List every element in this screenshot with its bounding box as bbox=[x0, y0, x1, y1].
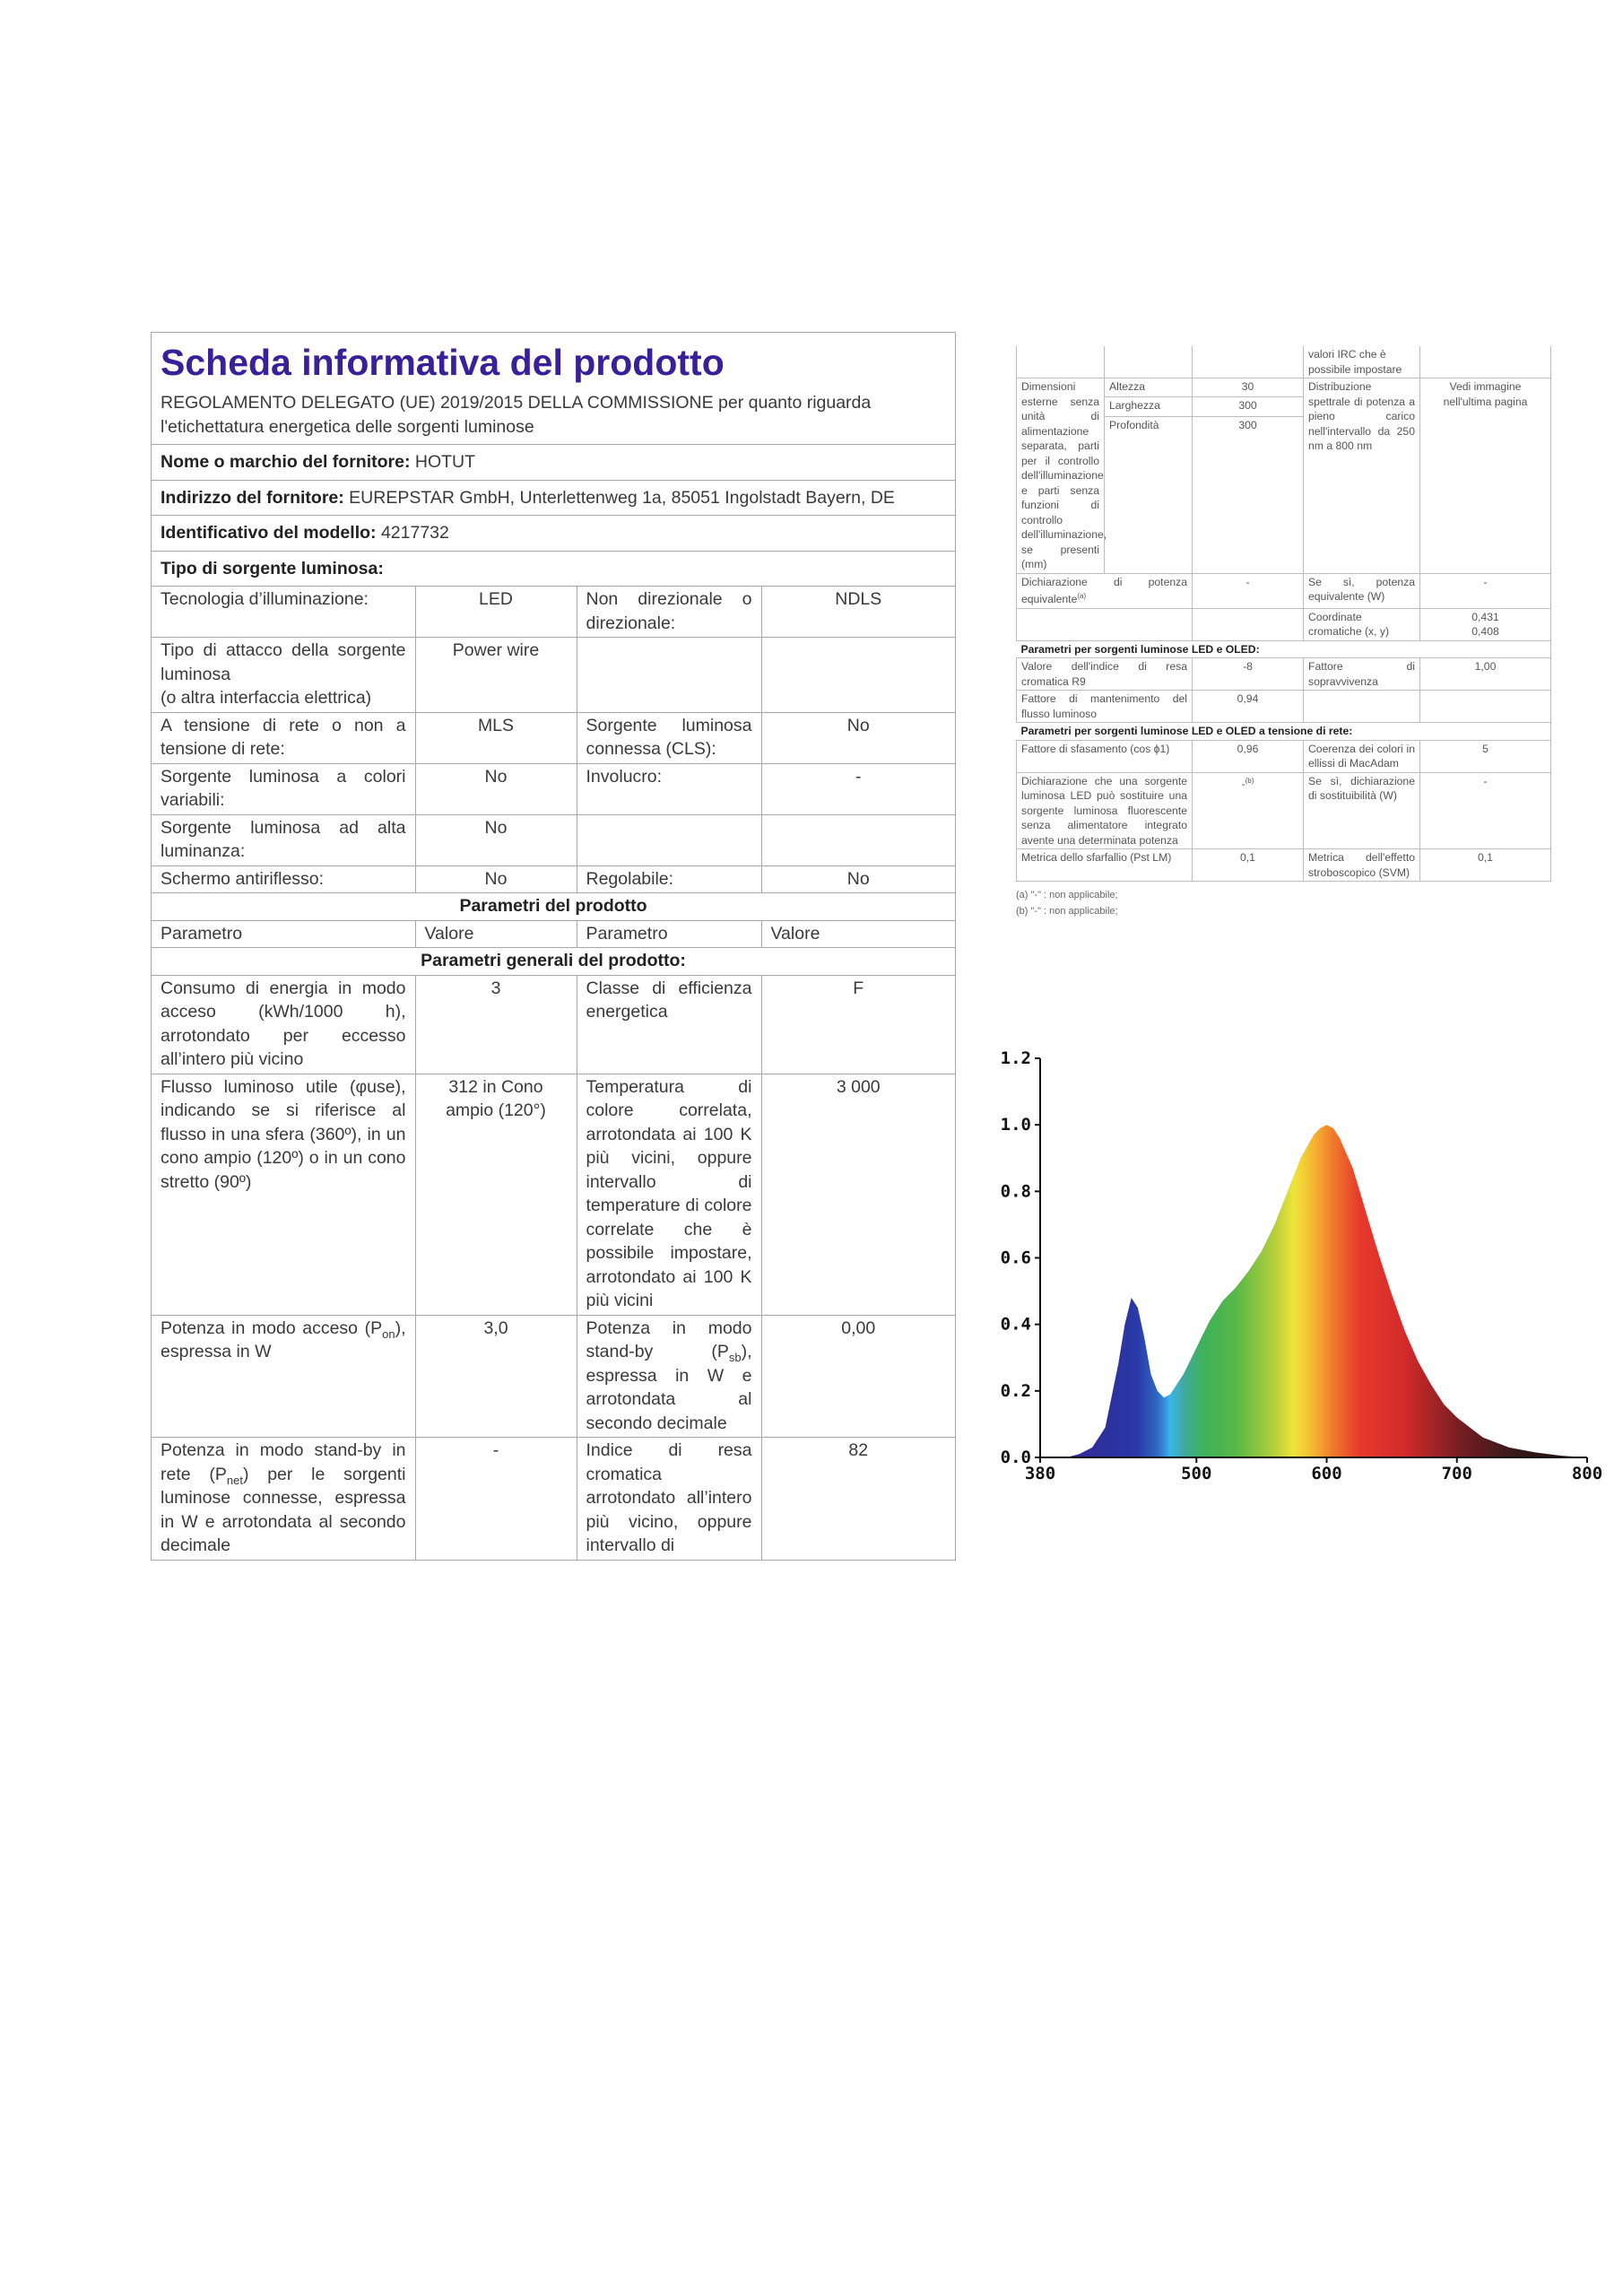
width-label: Larghezza bbox=[1105, 397, 1193, 416]
pon-sub: on bbox=[382, 1326, 395, 1341]
x-tick-label: 700 bbox=[1441, 1464, 1472, 1483]
cri-continuation: valori IRC che è possibile impostare bbox=[1304, 346, 1420, 378]
psb-label-a: Potenza in modo stand-by (P bbox=[586, 1318, 752, 1361]
source-type-heading: Tipo di sorgente luminosa: bbox=[152, 552, 955, 587]
continuation-table bbox=[1016, 346, 1550, 919]
product-info-sheet bbox=[151, 332, 956, 1561]
replacement-sup: (b) bbox=[1245, 776, 1254, 785]
supplier-address-row bbox=[152, 481, 955, 517]
col-param-header: Parametro bbox=[577, 920, 761, 948]
source-type-table bbox=[152, 587, 955, 1560]
continuation-grid bbox=[1016, 346, 1551, 882]
y-tick-label: 0.2 bbox=[1000, 1380, 1031, 1401]
mains-value: MLS bbox=[415, 712, 577, 763]
nondir-label: Non direzionale o direzionale: bbox=[577, 587, 761, 638]
depth-value: 300 bbox=[1193, 416, 1304, 573]
flux-label: Flusso luminoso utile (φuse), indicando se si riferisce al flusso in una sfera (360º), in un cono ampio (120º) o in un cono stretto (90º) bbox=[152, 1074, 415, 1315]
equiv-sup: (a) bbox=[1077, 592, 1087, 600]
dimmable-value: No bbox=[761, 865, 955, 893]
power-factor-value: 0,96 bbox=[1193, 740, 1304, 772]
cri-value: 82 bbox=[761, 1438, 955, 1560]
cls-label: Sorgente luminosa connessa (CLS): bbox=[577, 712, 761, 763]
tech-label: Tecnologia d’illuminazione: bbox=[152, 587, 415, 638]
empty-cell bbox=[577, 814, 761, 865]
regulation-text: REGOLAMENTO DELEGATO (UE) 2019/2015 DELLA COMMISSIONE per quanto riguarda l'etichettatura energetica delle sorgenti luminose bbox=[152, 389, 955, 445]
table-row bbox=[1017, 346, 1551, 378]
cap-label bbox=[152, 638, 415, 713]
high-luminance-value: No bbox=[415, 814, 577, 865]
empty-cell bbox=[1017, 608, 1193, 640]
x-tick-label: 800 bbox=[1571, 1464, 1603, 1483]
cls-value: No bbox=[761, 712, 955, 763]
dimensions-label: Dimensioni esterne senza unità di alimentazione separata, parti per il controllo dell'illuminazione e parti senza funzioni di controllo dell'illuminazione, se presenti (mm) bbox=[1017, 378, 1105, 574]
x-tick-label: 600 bbox=[1311, 1464, 1342, 1483]
cct-label: Temperatura di colore correlata, arrotondata ai 100 K più vicini, oppure intervallo di temperature di colore correlate che è possibile impostare, arrotondato ai 100 K più vicini bbox=[577, 1074, 761, 1315]
led-params-header: Parametri per sorgenti luminose LED e OLED: bbox=[1017, 640, 1551, 658]
psb-sub: sb bbox=[728, 1350, 742, 1364]
empty-cell bbox=[577, 638, 761, 713]
cri-label: Indice di resa cromatica arrotondato all’intero più vicino, oppure intervallo di bbox=[577, 1438, 761, 1560]
flicker-label: Metrica dello sfarfallio (Pst LM) bbox=[1017, 849, 1193, 882]
table-row bbox=[152, 893, 955, 921]
table-row bbox=[152, 712, 955, 763]
flicker-value: 0,1 bbox=[1193, 849, 1304, 882]
table-row bbox=[1017, 658, 1551, 691]
pon-label-a: Potenza in modo acceso (P bbox=[161, 1318, 383, 1338]
height-label: Altezza bbox=[1105, 378, 1193, 397]
supplier-name-label: Nome o marchio del fornitore: bbox=[161, 452, 411, 472]
model-row bbox=[152, 516, 955, 552]
width-value: 300 bbox=[1193, 397, 1304, 416]
replacement-w-value: - bbox=[1420, 772, 1551, 849]
cct-value: 3 000 bbox=[761, 1074, 955, 1315]
energy-class-value: F bbox=[761, 975, 955, 1074]
spd-value: Vedi immagine nell'ultima pagina bbox=[1420, 378, 1551, 574]
x-tick-label: 500 bbox=[1181, 1464, 1212, 1483]
sheet-title: Scheda informativa del prodotto bbox=[161, 342, 725, 383]
color-label: Sorgente luminosa a colori variabili: bbox=[152, 763, 415, 814]
y-tick-label: 0.8 bbox=[1000, 1181, 1031, 1202]
power-factor-label: Fattore di sfasamento (cos ϕ1) bbox=[1017, 740, 1193, 772]
flux-value: 312 in Cono ampio (120°) bbox=[415, 1074, 577, 1315]
pnet-label-b: ) per le sorgenti luminose connesse, espressa in W e arrotondata al secondo decimale bbox=[161, 1464, 406, 1555]
table-row bbox=[152, 975, 955, 1074]
table-row bbox=[1017, 608, 1551, 640]
chroma-label: Coordinate cromatiche (x, y) bbox=[1304, 608, 1420, 640]
col-value-header: Valore bbox=[415, 920, 577, 948]
psb-value: 0,00 bbox=[761, 1315, 955, 1438]
replacement-label: Dichiarazione che una sorgente luminosa LED può sostituire una sorgente luminosa fluorescente senza alimentatore integrato avente una determinata potenza bbox=[1017, 772, 1193, 849]
stroboscopic-label: Metrica dell'effetto stroboscopico (SVM) bbox=[1304, 849, 1420, 882]
table-row bbox=[1017, 740, 1551, 772]
spd-label: Distribuzione spettrale di potenza a pieno carico nell'intervallo da 250 nm a 800 nm bbox=[1304, 378, 1420, 574]
table-row bbox=[1017, 723, 1551, 741]
table-row bbox=[1017, 849, 1551, 882]
table-row bbox=[152, 1315, 955, 1438]
pon-value: 3,0 bbox=[415, 1315, 577, 1438]
survival-label: Fattore di sopravvivenza bbox=[1304, 658, 1420, 691]
y-tick-label: 0.0 bbox=[1000, 1448, 1031, 1467]
energy-label: Consumo di energia in modo acceso (kWh/1000 h), arrotondato per eccesso all’intero più vicino bbox=[152, 975, 415, 1074]
glare-value: No bbox=[415, 865, 577, 893]
spectrum-area bbox=[1040, 1125, 1587, 1457]
mains-params-header: Parametri per sorgenti luminose LED e OLED a tensione di rete: bbox=[1017, 723, 1551, 741]
supplier-name: HOTUT bbox=[414, 452, 476, 472]
equiv-label bbox=[1017, 573, 1193, 608]
y-tick-label: 0.6 bbox=[1000, 1248, 1031, 1268]
table-row bbox=[152, 1074, 955, 1315]
table-row bbox=[152, 920, 955, 948]
psb-label bbox=[577, 1315, 761, 1438]
empty-cell bbox=[1420, 691, 1551, 723]
table-row bbox=[1017, 640, 1551, 658]
empty-cell bbox=[1193, 346, 1304, 378]
pon-label bbox=[152, 1315, 415, 1438]
dimmable-label: Regolabile: bbox=[577, 865, 761, 893]
high-luminance-label: Sorgente luminosa ad alta luminanza: bbox=[152, 814, 415, 865]
empty-cell bbox=[1017, 346, 1105, 378]
chroma-x: 0,431 bbox=[1471, 610, 1499, 623]
color-value: No bbox=[415, 763, 577, 814]
supplier-address-label: Indirizzo del fornitore: bbox=[161, 487, 344, 508]
energy-value: 3 bbox=[415, 975, 577, 1074]
replacement-value bbox=[1193, 772, 1304, 849]
empty-cell bbox=[761, 638, 955, 713]
chroma-value bbox=[1420, 608, 1551, 640]
empty-cell bbox=[1105, 346, 1193, 378]
height-value: 30 bbox=[1193, 378, 1304, 397]
glare-label: Schermo antiriflesso: bbox=[152, 865, 415, 893]
energy-class-label: Classe di efficienza energetica bbox=[577, 975, 761, 1074]
general-params-header: Parametri generali del prodotto: bbox=[152, 948, 955, 976]
chroma-y: 0,408 bbox=[1471, 625, 1499, 639]
equiv-w-label: Se sì, potenza equivalente (W) bbox=[1304, 573, 1420, 608]
footnote-b: (b) "-" : non applicabile; bbox=[1016, 906, 1118, 918]
model-label: Identificativo del modello: bbox=[161, 523, 377, 543]
supplier-address: EUREPSTAR GmbH, Unterlettenweg 1a, 85051 Ingolstadt Bayern, DE bbox=[349, 487, 895, 508]
table-row bbox=[152, 638, 955, 713]
mains-label: A tensione di rete o non a tensione di rete: bbox=[152, 712, 415, 763]
supplier-name-row bbox=[152, 445, 955, 481]
footnote-a: (a) "-" : non applicabile; bbox=[1016, 890, 1118, 901]
survival-value: 1,00 bbox=[1420, 658, 1551, 691]
nondir-value: NDLS bbox=[761, 587, 955, 638]
pnet-label bbox=[152, 1438, 415, 1560]
replacement-value-text: - bbox=[1241, 777, 1245, 790]
y-tick-label: 1.2 bbox=[1000, 1048, 1031, 1068]
cap-label-text: Tipo di attacco della sorgente luminosa bbox=[161, 640, 406, 684]
col-value-header: Valore bbox=[761, 920, 955, 948]
table-row bbox=[152, 1438, 955, 1560]
y-tick-label: 1.0 bbox=[1000, 1115, 1031, 1135]
cap-label-text-2: (o altra interfaccia elettrica) bbox=[161, 688, 372, 708]
table-row bbox=[1017, 573, 1551, 608]
table-row bbox=[152, 763, 955, 814]
maintenance-label: Fattore di mantenimento del flusso luminoso bbox=[1017, 691, 1193, 723]
equiv-label-text: Dichiarazione di potenza equivalente bbox=[1021, 575, 1187, 606]
table-row bbox=[152, 948, 955, 976]
table-row bbox=[152, 865, 955, 893]
replacement-w-label: Se sì, dichiarazione di sostituibilità (W) bbox=[1304, 772, 1420, 849]
equiv-w-value: - bbox=[1420, 573, 1551, 608]
params-header: Parametri del prodotto bbox=[152, 893, 955, 921]
empty-cell bbox=[761, 814, 955, 865]
y-tick-label: 0.4 bbox=[1000, 1314, 1031, 1335]
footnotes bbox=[1016, 887, 1550, 919]
empty-cell bbox=[1304, 691, 1420, 723]
macadam-label: Coerenza dei colori in ellissi di MacAdam bbox=[1304, 740, 1420, 772]
pnet-sub: net bbox=[226, 1473, 243, 1487]
x-tick-label: 380 bbox=[1024, 1464, 1056, 1483]
envelope-value: - bbox=[761, 763, 955, 814]
table-row bbox=[152, 587, 955, 638]
table-row bbox=[1017, 691, 1551, 723]
cap-value: Power wire bbox=[415, 638, 577, 713]
r9-value: -8 bbox=[1193, 658, 1304, 691]
spectral-distribution-chart bbox=[986, 1040, 1614, 1489]
chart-plot bbox=[1001, 1048, 1602, 1483]
model-id: 4217732 bbox=[380, 523, 449, 543]
r9-label: Valore dell'indice di resa cromatica R9 bbox=[1017, 658, 1193, 691]
equiv-value: - bbox=[1193, 573, 1304, 608]
maintenance-value: 0,94 bbox=[1193, 691, 1304, 723]
table-row bbox=[1017, 772, 1551, 849]
empty-cell bbox=[1193, 608, 1304, 640]
depth-label: Profondità bbox=[1105, 416, 1193, 573]
psb-label-b: ), espressa in W e arrotondata al secondo decimale bbox=[586, 1342, 752, 1433]
col-param-header: Parametro bbox=[152, 920, 415, 948]
envelope-label: Involucro: bbox=[577, 763, 761, 814]
stroboscopic-value: 0,1 bbox=[1420, 849, 1551, 882]
tech-value: LED bbox=[415, 587, 577, 638]
pon-label-b: ), espressa in W bbox=[161, 1318, 406, 1361]
pnet-value: - bbox=[415, 1438, 577, 1560]
pnet-label-a: Potenza in modo stand-by in rete (P bbox=[161, 1440, 406, 1484]
table-row bbox=[1017, 378, 1551, 397]
table-row bbox=[152, 814, 955, 865]
macadam-value: 5 bbox=[1420, 740, 1551, 772]
empty-cell bbox=[1420, 346, 1551, 378]
